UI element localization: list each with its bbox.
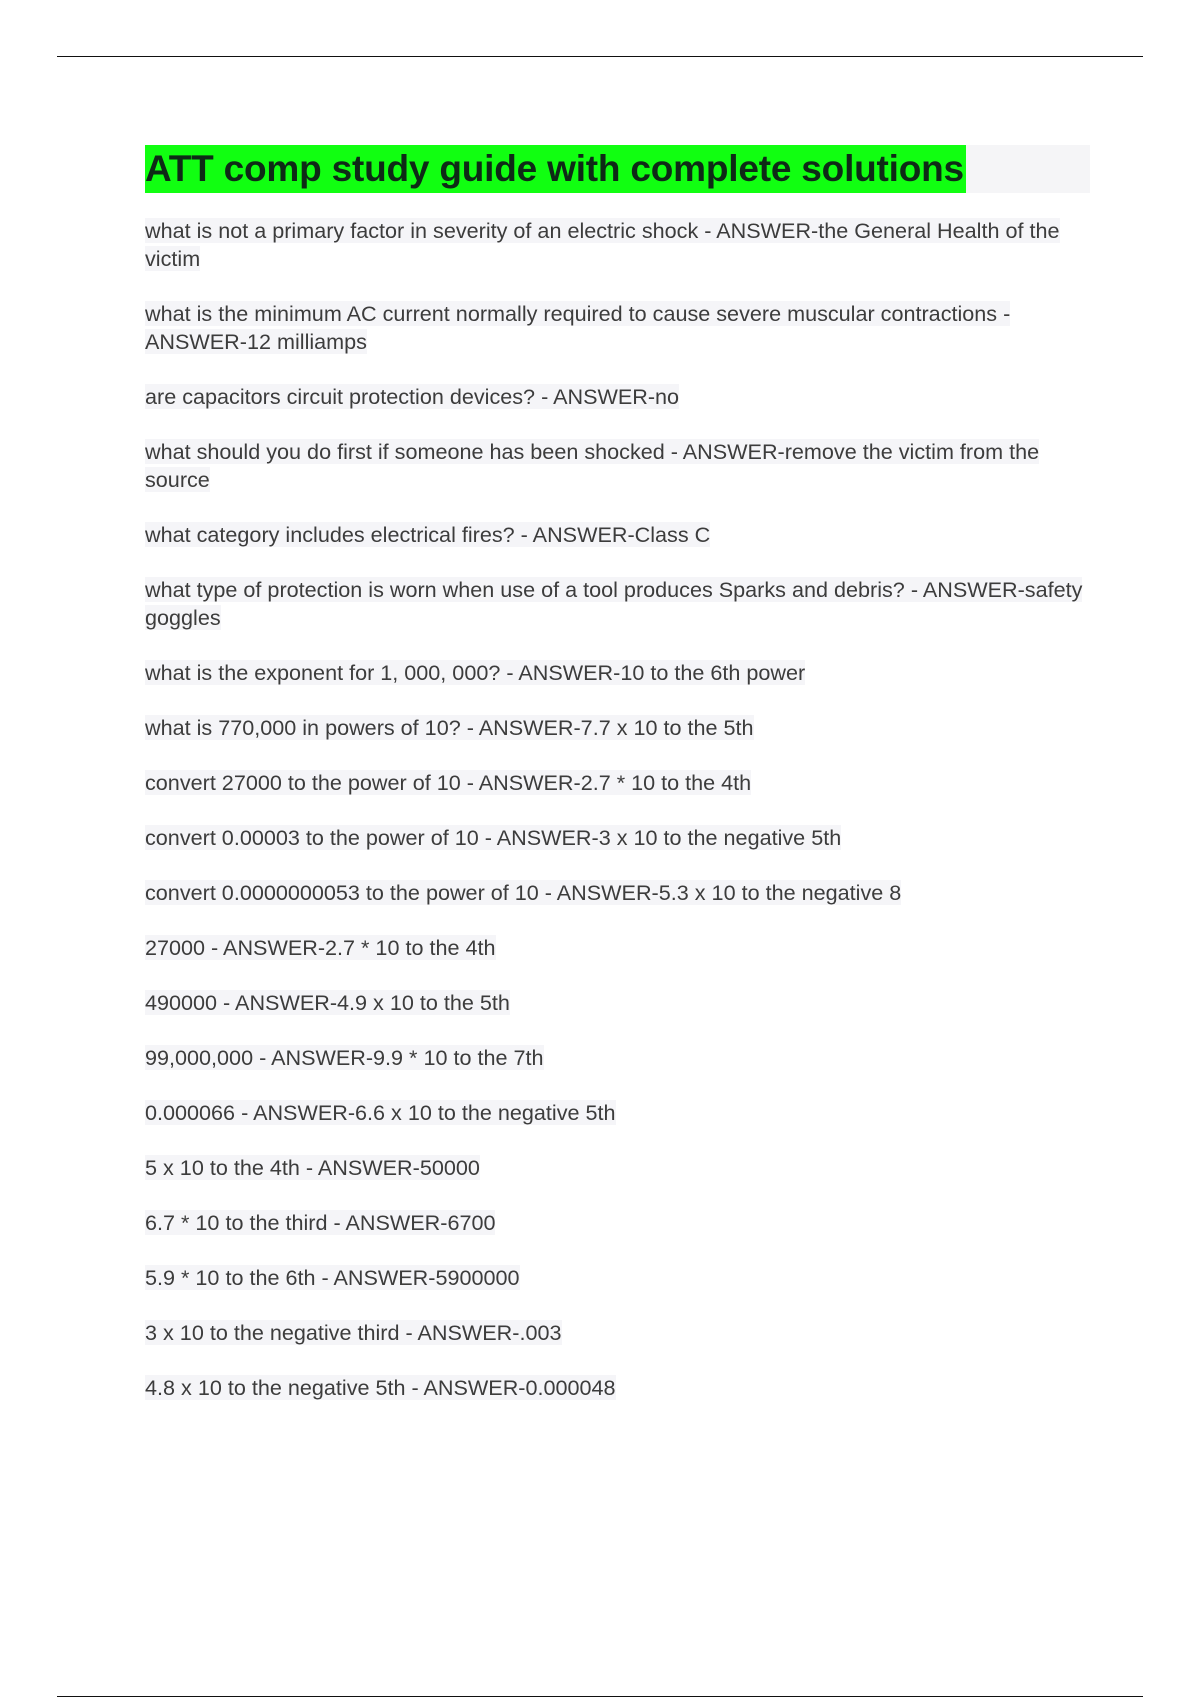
- qa-text: 6.7 * 10 to the third - ANSWER-6700: [145, 1210, 496, 1235]
- qa-text: convert 0.0000000053 to the power of 10 - ANSWER-5.3 x 10 to the negative 8: [145, 880, 902, 905]
- title-band: [145, 145, 1090, 193]
- qa-text: 0.000066 - ANSWER-6.6 x 10 to the negative 5th: [145, 1100, 616, 1125]
- qa-text: 99,000,000 - ANSWER-9.9 * 10 to the 7th: [145, 1045, 544, 1070]
- header-rule: [57, 56, 1143, 57]
- qa-item-7: [145, 659, 1090, 687]
- qa-text: 4.8 x 10 to the negative 5th - ANSWER-0.000048: [145, 1375, 616, 1400]
- footer-rule: [57, 1696, 1143, 1697]
- qa-item-18: [145, 1264, 1090, 1292]
- qa-item-11: [145, 879, 1090, 907]
- qa-item-4: [145, 438, 1090, 494]
- qa-text: 3 x 10 to the negative third - ANSWER-.003: [145, 1320, 562, 1345]
- qa-text: convert 0.00003 to the power of 10 - ANSWER-3 x 10 to the negative 5th: [145, 825, 842, 850]
- qa-item-17: [145, 1209, 1090, 1237]
- qa-item-5: [145, 521, 1090, 549]
- qa-item-9: [145, 769, 1090, 797]
- qa-item-13: [145, 989, 1090, 1017]
- qa-text: 5.9 * 10 to the 6th - ANSWER-5900000: [145, 1265, 520, 1290]
- qa-item-20: [145, 1374, 1090, 1402]
- qa-item-19: [145, 1319, 1090, 1347]
- qa-text: 490000 - ANSWER-4.9 x 10 to the 5th: [145, 990, 510, 1015]
- qa-item-15: [145, 1099, 1090, 1127]
- qa-item-16: [145, 1154, 1090, 1182]
- qa-item-10: [145, 824, 1090, 852]
- document-body: [145, 145, 1090, 1429]
- qa-item-12: [145, 934, 1090, 962]
- qa-text: what should you do first if someone has been shocked - ANSWER-remove the victim from the source: [145, 439, 1040, 492]
- qa-text: are capacitors circuit protection devices? - ANSWER-no: [145, 384, 680, 409]
- qa-item-3: [145, 383, 1090, 411]
- qa-item-14: [145, 1044, 1090, 1072]
- qa-text: what is the exponent for 1, 000, 000? - ANSWER-10 to the 6th power: [145, 660, 806, 685]
- qa-text: what is the minimum AC current normally required to cause severe muscular contractions - ANSWER-12 milliamps: [145, 301, 1011, 354]
- qa-item-1: [145, 217, 1090, 273]
- qa-text: convert 27000 to the power of 10 - ANSWER-2.7 * 10 to the 4th: [145, 770, 752, 795]
- qa-item-2: [145, 300, 1090, 356]
- qa-item-6: [145, 576, 1090, 632]
- qa-text: what type of protection is worn when use of a tool produces Sparks and debris? - ANSWER-safety goggles: [145, 577, 1083, 630]
- qa-text: what is not a primary factor in severity of an electric shock - ANSWER-the General Health of the victim: [145, 218, 1060, 271]
- document-title: ATT comp study guide with complete solutions: [145, 145, 966, 193]
- qa-text: 5 x 10 to the 4th - ANSWER-50000: [145, 1155, 480, 1180]
- qa-text: what category includes electrical fires? - ANSWER-Class C: [145, 522, 711, 547]
- qa-item-8: [145, 714, 1090, 742]
- qa-text: 27000 - ANSWER-2.7 * 10 to the 4th: [145, 935, 496, 960]
- qa-text: what is 770,000 in powers of 10? - ANSWER-7.7 x 10 to the 5th: [145, 715, 754, 740]
